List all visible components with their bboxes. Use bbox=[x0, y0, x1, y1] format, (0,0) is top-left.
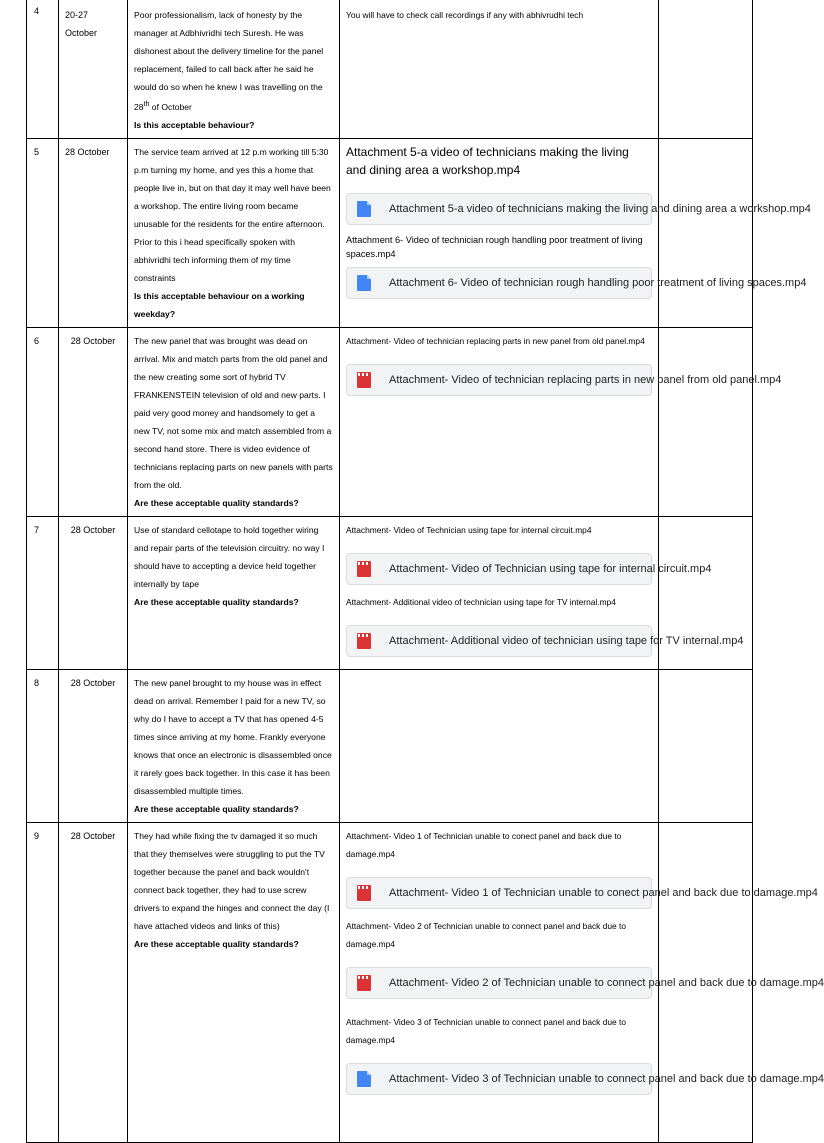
description-day: 28 bbox=[134, 101, 144, 112]
row-attachments bbox=[340, 327, 782, 516]
description-tail: of October bbox=[149, 101, 192, 112]
attachment-chip-label: Attachment 5-a video of technicians making the living and dining area a workshop.mp4 bbox=[389, 202, 811, 215]
attachment-chip[interactable] bbox=[346, 877, 818, 909]
row-question: Are these acceptable quality standards? bbox=[134, 497, 299, 508]
attachment-chip[interactable] bbox=[346, 553, 712, 585]
attachment-chip-label: Attachment- Video 3 of Technician unable to connect panel and back due to damage.mp4 bbox=[389, 1072, 824, 1085]
row-extra-cell bbox=[659, 0, 753, 138]
attachment-chip-label: Attachment- Video of Technician using tape for internal circuit.mp4 bbox=[389, 562, 712, 575]
google-drive-file-icon bbox=[357, 275, 371, 291]
row-question: Are these acceptable quality standards? bbox=[134, 803, 299, 814]
row-date: 28 October bbox=[59, 327, 128, 516]
attachment-chip-label: Attachment- Video 2 of Technician unable to connect panel and back due to damage.mp4 bbox=[389, 976, 824, 989]
attachment-note: You will have to check call recordings if any with abhivrudhi tech bbox=[346, 10, 584, 20]
row-attachments bbox=[340, 822, 824, 1142]
google-drive-file-icon bbox=[357, 1071, 371, 1087]
description-text: They had while fixing the tv damaged it so much that they themselves were struggling to put the TV together because the panel and back wouldn't connect back together, they had to use screw drivers to expand the hinges and connect the day (I have attached videos and links of this) bbox=[134, 830, 330, 931]
description-text: The new panel brought to my house was in effect dead on arrival. Remember I paid for a new TV, so why do I have to accept a TV that has opened 4-5 times since arriving at my home. Frankly everyone knows that once an electronic is disassembled once it rarely goes back together. In this case it has been disassembled multiple times. bbox=[134, 677, 332, 796]
table-row bbox=[27, 669, 753, 822]
row-date: 28 October bbox=[59, 669, 128, 822]
video-file-icon bbox=[357, 975, 371, 991]
row-date bbox=[59, 0, 128, 138]
attachment-chip[interactable] bbox=[346, 967, 824, 999]
attachment-chip[interactable] bbox=[346, 625, 744, 657]
attachment-chip[interactable] bbox=[346, 364, 782, 396]
row-date: 28 October bbox=[59, 516, 128, 669]
row-description bbox=[128, 669, 340, 822]
description-text: The new panel that was brought was dead on arrival. Mix and match parts from the old panel and the new creating some sort of hybrid TV FRANKENSTEIN television of old and new parts. I paid very good money and handsomely to get a new TV, not some mix and match assembled from a second hand store. There is video evidence of technicians replacing parts on new panels with parts from the old. bbox=[134, 335, 333, 490]
row-number: 4 bbox=[27, 0, 59, 138]
row-number: 6 bbox=[27, 327, 59, 516]
attachment-note: Attachment- Video of technician replacing parts in new panel from old panel.mp4 bbox=[346, 335, 645, 346]
row-extra-cell bbox=[659, 669, 753, 822]
row-description bbox=[128, 327, 340, 516]
description-sup: th bbox=[143, 101, 150, 108]
attachment-chip-label: Attachment 6- Video of technician rough handling poor treatment of living spaces.mp4 bbox=[389, 276, 807, 289]
description-text: Poor professionalism, lack of honesty by the manager at Adbhivridhi tech Suresh. He was dishonest about the delivery timeline for the panel replacement, failed to call back after he said he would do so when he knew I was travelling on the bbox=[134, 10, 324, 92]
row-number: 5 bbox=[27, 138, 59, 327]
video-file-icon bbox=[357, 633, 371, 649]
attachment-note: Attachment- Video of Technician using tape for internal circuit.mp4 bbox=[346, 524, 592, 535]
row-question: Are these acceptable quality standards? bbox=[134, 596, 299, 607]
row-extra-cell bbox=[659, 327, 753, 516]
row-attachments bbox=[340, 0, 659, 138]
video-file-icon bbox=[357, 561, 371, 577]
table-row bbox=[27, 138, 753, 327]
attachment-note: Attachment- Video 2 of Technician unable to connect panel and back due to damage.mp4 bbox=[346, 920, 626, 949]
table-row bbox=[27, 0, 753, 138]
description-text: Use of standard cellotape to hold together wiring and repair parts of the television circuitry. no way I should have to accepting a device held together internally by tape bbox=[134, 524, 325, 589]
attachment-note: Attachment 5-a video of technicians making the living and dining area a workshop.mp4 bbox=[346, 144, 629, 177]
row-question: Are these acceptable quality standards? bbox=[134, 938, 299, 949]
row-description bbox=[128, 0, 340, 138]
row-attachments bbox=[340, 669, 659, 822]
table-row bbox=[27, 516, 753, 669]
complaint-table bbox=[26, 0, 824, 1143]
row-date-line: October bbox=[65, 28, 98, 38]
attachment-chip-label: Attachment- Additional video of technician using tape for TV internal.mp4 bbox=[389, 634, 744, 647]
row-extra-cell bbox=[659, 138, 753, 327]
table-row bbox=[27, 822, 753, 1142]
attachment-chip-label: Attachment- Video 1 of Technician unable to conect panel and back due to damage.mp4 bbox=[389, 886, 818, 899]
row-date: 28 October bbox=[59, 138, 128, 327]
attachment-note: Attachment- Video 3 of Technician unable to connect panel and back due to damage.mp4 bbox=[346, 1016, 626, 1045]
video-file-icon bbox=[357, 372, 371, 388]
video-file-icon bbox=[357, 885, 371, 901]
row-number: 9 bbox=[27, 822, 59, 1142]
row-description bbox=[128, 138, 340, 327]
row-attachments bbox=[340, 516, 744, 669]
attachment-note: Attachment- Additional video of technician using tape for TV internal.mp4 bbox=[346, 596, 616, 607]
table-row bbox=[27, 327, 753, 516]
row-question: Is this acceptable behaviour? bbox=[134, 119, 255, 130]
attachment-chip-label: Attachment- Video of technician replacing parts in new panel from old panel.mp4 bbox=[389, 373, 782, 386]
row-description bbox=[128, 516, 340, 669]
attachment-chip[interactable] bbox=[346, 193, 811, 225]
attachment-chip[interactable] bbox=[346, 267, 807, 299]
row-number: 7 bbox=[27, 516, 59, 669]
row-description bbox=[128, 822, 340, 1142]
row-attachments bbox=[340, 138, 811, 327]
row-date-line: 20-27 bbox=[65, 10, 89, 20]
row-number: 8 bbox=[27, 669, 59, 822]
attachment-note: Attachment- Video 1 of Technician unable to conect panel and back due to damage.mp4 bbox=[346, 830, 622, 859]
description-text: The service team arrived at 12 p.m working till 5:30 p.m turning my home, and yes this a home that people live in, but on that day it may well have been a workshop. The entire living room became unusable for the residents for the entire afternoon. Prior to this i head specifically spoken with abhivridhi tech informing them of my time constraints bbox=[134, 146, 331, 283]
attachment-chip[interactable] bbox=[346, 1063, 824, 1095]
attachment-note: Attachment 6- Video of technician rough handling poor treatment of living spaces.mp4 bbox=[346, 234, 643, 259]
row-question: Is this acceptable behaviour on a working weekday? bbox=[134, 290, 305, 319]
row-date: 28 October bbox=[59, 822, 128, 1142]
google-drive-file-icon bbox=[357, 201, 371, 217]
